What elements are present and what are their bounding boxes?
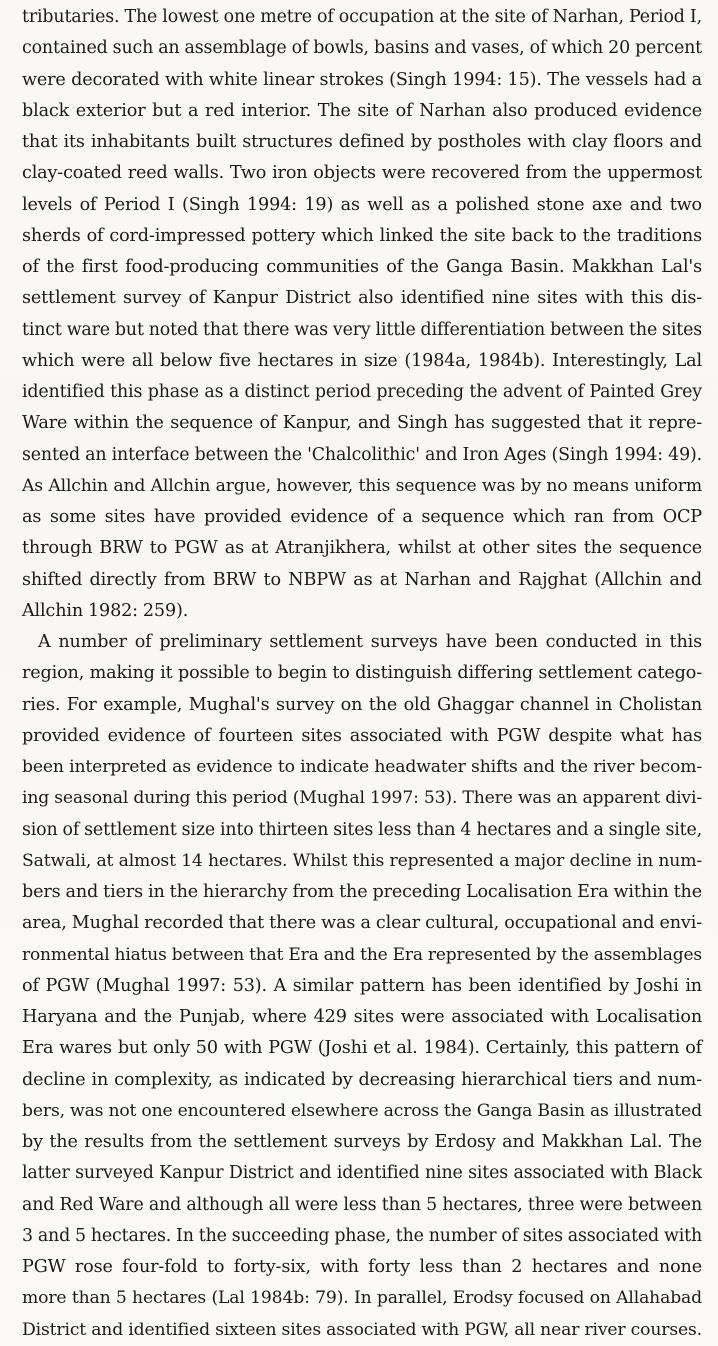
text-line: sion of settlement size into thirteen sites less than 4 hectares and a single site, (22, 819, 702, 840)
text-line: ries. For example, Mughal's survey on the old Ghaggar channel in Cholistan (22, 694, 702, 715)
text-line: clay-coated reed walls. Two iron objects were recovered from the uppermost (22, 163, 702, 184)
text-line: Allchin 1982: 259). (22, 600, 189, 621)
text-line: 3 and 5 hectares. In the succeeding phase, the number of sites associated with (22, 1225, 702, 1246)
paragraph-2 (22, 627, 702, 1346)
text-line: through BRW to PGW as at Atranjikhera, whilst at other sites the sequence (22, 538, 702, 559)
text-line: shifted directly from BRW to NBPW as at Narhan and Rajghat (Allchin and (22, 569, 702, 590)
text-line: latter surveyed Kanpur District and identified nine sites associated with Black (22, 1163, 702, 1184)
text-line: tinct ware but noted that there was very little differentiation between the sites (22, 319, 702, 340)
text-line: provided evidence of fourteen sites associated with PGW despite what has (22, 725, 702, 746)
text-line: identified this phase as a distinct period preceding the advent of Painted Grey (22, 382, 702, 402)
text-line: bers, was not one encountered elsewhere across the Ganga Basin as illustrated (22, 1100, 702, 1121)
text-line: by the results from the settlement surveys by Erdosy and Makkhan Lal. The (22, 1132, 702, 1152)
text-line: decline in complexity, as indicated by decreasing hierarchical tiers and num- (22, 1069, 702, 1090)
text-line: ronmental hiatus between that Era and the Era represented by the assemblages (22, 944, 702, 965)
text-line: which were all below five hectares in size (1984a, 1984b). Interestingly, Lal (22, 350, 702, 371)
text-line: PGW rose four-fold to forty-six, with forty less than 2 hectares and none (22, 1257, 702, 1277)
text-line: of the first food-producing communities of the Ganga Basin. Makkhan Lal's (22, 257, 702, 277)
text-line: ing seasonal during this period (Mughal 1997: 53). There was an apparent divi- (22, 788, 702, 809)
text-line: levels of Period I (Singh 1994: 19) as well as a polished stone axe and two (22, 194, 702, 215)
text-line: been interpreted as evidence to indicate headwater shifts and the river becom- (22, 757, 702, 777)
text-line: were decorated with white linear strokes (Singh 1994: 15). The vessels had a (22, 69, 702, 90)
text-line: that its inhabitants built structures defined by postholes with clay floors and (22, 132, 702, 152)
text-line: of PGW (Mughal 1997: 53). A similar pattern has been identified by Joshi in (22, 975, 702, 996)
text-line: sherds of cord-impressed pottery which linked the site back to the traditions (22, 225, 702, 246)
text-line: Era wares but only 50 with PGW (Joshi et al. 1984). Certainly, this pattern of (22, 1038, 702, 1059)
text-line: Ware within the sequence of Kanpur, and Singh has suggested that it repre- (22, 413, 702, 434)
text-line: tributaries. The lowest one metre of occupation at the site of Narhan, Period I, (22, 7, 702, 27)
text-line: A number of preliminary settlement surveys have been conducted in this (38, 632, 702, 652)
text-line: and Red Ware and although all were less than 5 hectares, three were between (22, 1194, 702, 1215)
text-line: Haryana and the Punjab, where 429 sites were associated with Localisation (22, 1007, 702, 1027)
text-line: as some sites have provided evidence of a sequence which ran from OCP (22, 507, 702, 527)
paragraph-1 (22, 2, 702, 627)
body-text (22, 2, 702, 1346)
text-line: more than 5 hectares (Lal 1984b: 79). In parallel, Erodsy focused on Allahabad (22, 1288, 702, 1309)
text-line: District and identified sixteen sites associated with PGW, all near river courses. (22, 1319, 702, 1340)
text-line: contained such an assemblage of bowls, basins and vases, of which 20 percent (22, 38, 702, 59)
text-line: settlement survey of Kanpur District also identified nine sites with this dis- (22, 288, 702, 309)
text-line: As Allchin and Allchin argue, however, this sequence was by no means uniform (22, 475, 702, 496)
text-line: area, Mughal recorded that there was a clear cultural, occupational and envi- (22, 913, 702, 934)
text-line: sented an interface between the 'Chalcolithic' and Iron Ages (Singh 1994: 49). (22, 444, 702, 465)
text-line: region, making it possible to begin to distinguish differing settlement catego- (22, 663, 702, 684)
text-line: Satwali, at almost 14 hectares. Whilst this represented a major decline in num- (22, 850, 702, 871)
text-line: bers and tiers in the hierarchy from the preceding Localisation Era within the (22, 882, 702, 902)
text-line: black exterior but a red interior. The site of Narhan also produced evidence (22, 100, 702, 121)
